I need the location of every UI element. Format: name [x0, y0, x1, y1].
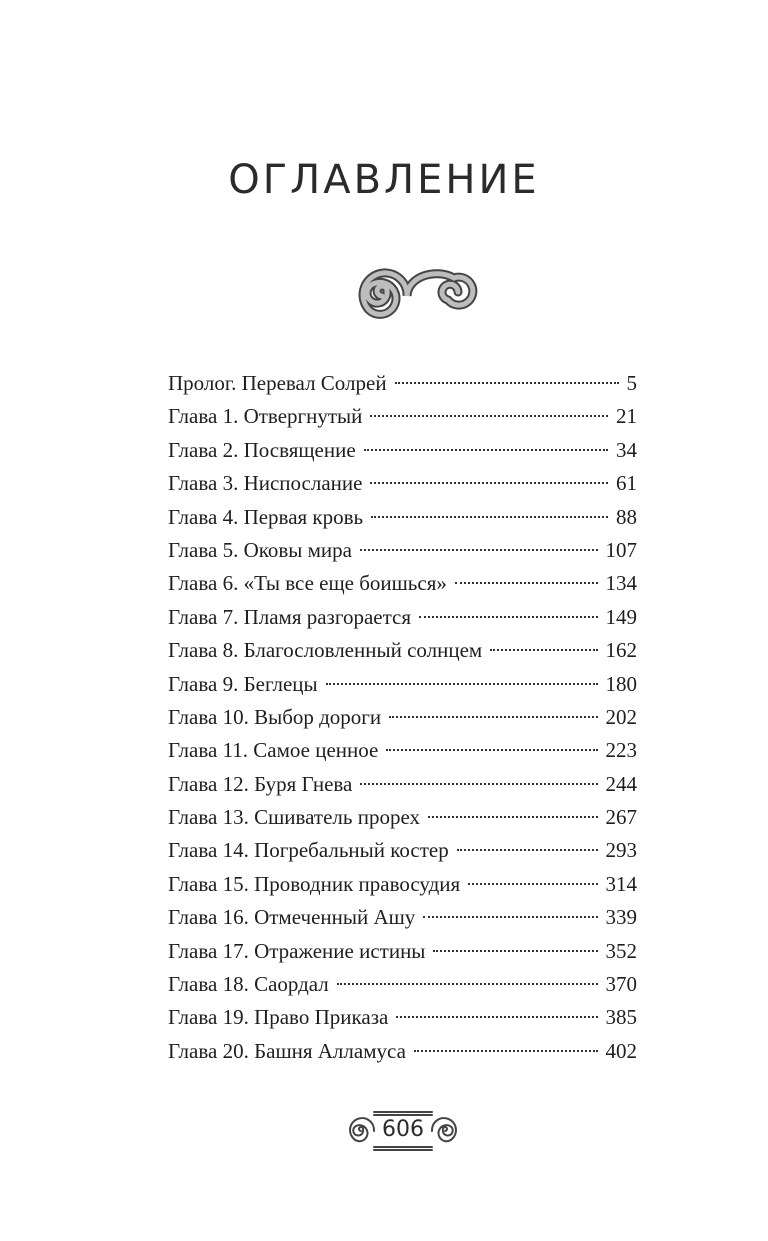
toc-entry-title: Глава 9. Беглецы	[168, 671, 318, 696]
toc-entry[interactable]	[168, 534, 637, 567]
toc-entry-title: Глава 1. Отвергнутый	[168, 404, 363, 429]
toc-entry-title: Глава 7. Пламя разгорается	[168, 604, 411, 629]
toc-entry[interactable]	[168, 367, 637, 400]
toc-entry-page: 88	[616, 504, 637, 529]
page-number: 606	[382, 1117, 424, 1142]
toc-entry[interactable]	[168, 1001, 637, 1034]
dot-leader	[395, 382, 619, 384]
toc-entry-title: Глава 2. Посвящение	[168, 437, 356, 462]
toc-entry[interactable]	[168, 801, 637, 834]
dot-leader	[326, 683, 598, 685]
dot-leader	[490, 649, 597, 651]
toc-entry[interactable]	[168, 400, 637, 433]
toc-entry[interactable]	[168, 834, 637, 867]
toc-entry-title: Глава 11. Самое ценное	[168, 738, 379, 763]
toc-entry[interactable]	[168, 501, 637, 534]
dot-leader	[370, 415, 608, 417]
dot-leader	[370, 482, 608, 484]
dot-leader	[433, 950, 597, 952]
dot-leader	[364, 449, 608, 451]
toc-entry-page: 162	[605, 638, 637, 663]
toc-entry-title: Глава 13. Сшиватель прорех	[168, 805, 420, 830]
toc-entry[interactable]	[168, 701, 637, 734]
toc-entry-page: 244	[605, 771, 637, 796]
toc-entry-page: 107	[605, 537, 637, 562]
toc-entry[interactable]	[168, 1035, 637, 1068]
toc-entry[interactable]	[168, 968, 637, 1001]
toc-entry-title: Глава 5. Оковы мира	[168, 537, 352, 562]
toc-entry[interactable]	[168, 868, 637, 901]
toc-entry[interactable]	[168, 434, 637, 467]
toc-entry-page: 5	[626, 371, 637, 395]
toc-entry-page: 267	[605, 805, 637, 830]
dot-leader	[468, 883, 597, 885]
toc-entry[interactable]	[168, 734, 637, 767]
dot-leader	[419, 616, 598, 618]
table-of-contents	[168, 367, 637, 1068]
toc-entry-page: 134	[605, 571, 637, 596]
dot-leader	[371, 516, 608, 518]
toc-entry-page: 180	[605, 671, 637, 696]
toc-entry-page: 402	[605, 1038, 637, 1063]
toc-entry[interactable]	[168, 567, 637, 600]
toc-entry[interactable]	[168, 634, 637, 667]
toc-entry-page: 385	[605, 1005, 637, 1030]
toc-entry-page: 339	[605, 905, 637, 930]
dot-leader	[386, 749, 597, 751]
dot-leader	[396, 1016, 597, 1018]
toc-entry-page: 293	[605, 838, 637, 863]
toc-entry-title: Глава 8. Благословленный солнцем	[168, 638, 483, 663]
dot-leader	[389, 716, 597, 718]
toc-entry-title: Глава 12. Буря Гнева	[168, 771, 353, 796]
toc-entry-page: 314	[605, 871, 637, 896]
toc-entry-title: Глава 17. Отражение истины	[168, 938, 426, 963]
toc-entry-page: 34	[616, 437, 637, 462]
toc-entry[interactable]	[168, 467, 637, 500]
toc-entry-page: 223	[605, 738, 637, 763]
toc-entry-title: Глава 18. Саордал	[168, 972, 329, 997]
toc-entry[interactable]	[168, 601, 637, 634]
double-spiral-icon	[336, 256, 484, 336]
dot-leader	[428, 816, 598, 818]
dot-leader	[455, 582, 598, 584]
toc-entry-page: 352	[605, 938, 637, 963]
toc-entry[interactable]	[168, 901, 637, 934]
dot-leader	[337, 983, 598, 985]
toc-entry-page: 61	[616, 471, 637, 496]
dot-leader	[423, 916, 597, 918]
toc-entry[interactable]	[168, 935, 637, 968]
toc-entry-title: Глава 10. Выбор дороги	[168, 704, 382, 729]
toc-entry-page: 21	[616, 404, 637, 429]
toc-entry-title: Пролог. Перевал Солрей	[168, 371, 387, 395]
toc-entry-title: Глава 19. Право Приказа	[168, 1005, 389, 1030]
dot-leader	[414, 1050, 598, 1052]
toc-entry-title: Глава 6. «Ты все еще боишься»	[168, 571, 447, 596]
toc-entry-title: Глава 16. Отмеченный Ашу	[168, 905, 416, 930]
toc-entry-page: 149	[605, 604, 637, 629]
toc-entry-title: Глава 3. Ниспослание	[168, 471, 363, 496]
toc-entry[interactable]	[168, 668, 637, 701]
toc-entry-title: Глава 4. Первая кровь	[168, 504, 364, 529]
toc-entry[interactable]	[168, 768, 637, 801]
dot-leader	[457, 849, 598, 851]
toc-entry-title: Глава 20. Башня Алламуса	[168, 1038, 406, 1063]
toc-entry-title: Глава 15. Проводник правосудия	[168, 871, 461, 896]
toc-entry-page: 370	[605, 972, 637, 997]
page-title: ОГЛАВЛЕНИЕ	[228, 157, 540, 203]
dot-leader	[360, 549, 598, 551]
toc-entry-page: 202	[605, 704, 637, 729]
dot-leader	[360, 783, 597, 785]
toc-entry-title: Глава 14. Погребальный костер	[168, 838, 449, 863]
